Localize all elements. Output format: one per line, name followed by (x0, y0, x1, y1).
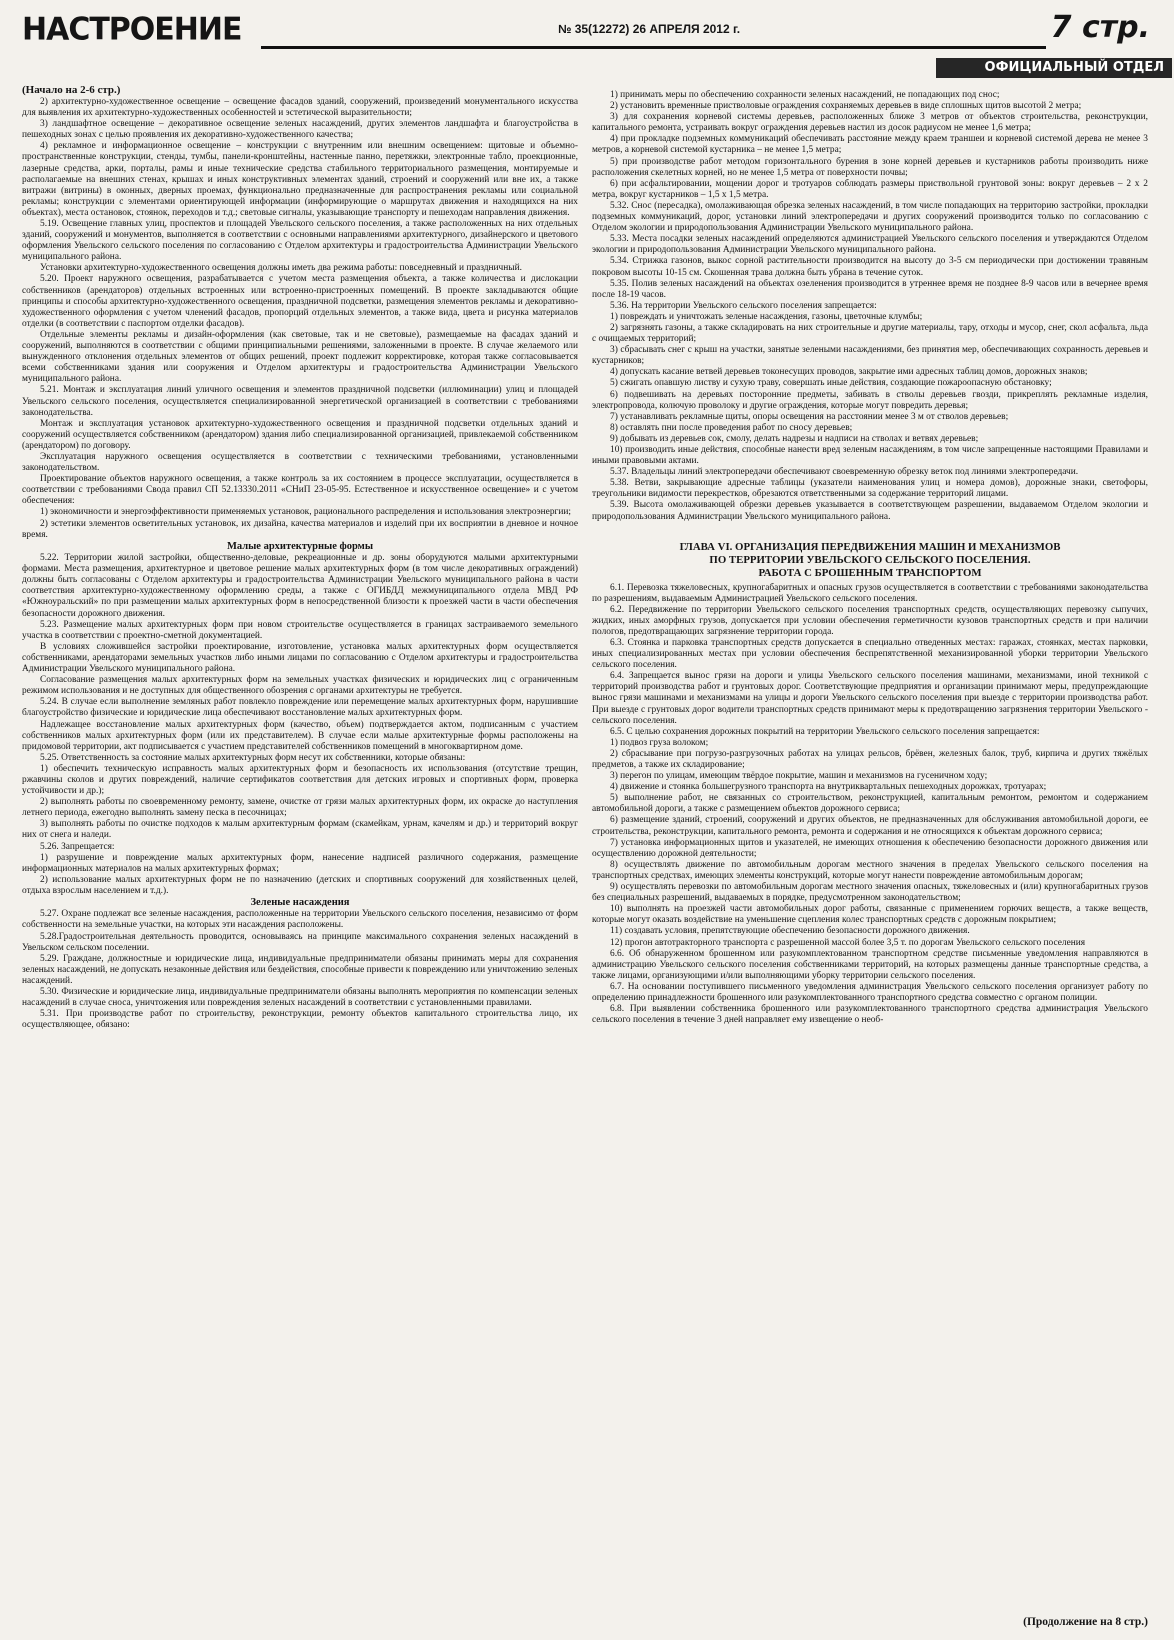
paragraph: 8) осуществлять движение по автомобильным дорогам местного значения в пределах Увельского сельского поселения на транспортных средствах, имеющих элементы конструкций, которые могут нанести повреждение автомобильным дорогам; (592, 859, 1148, 881)
paragraph: В условиях сложившейся застройки проектирование, изготовление, установка малых архитектурных форм осуществляется собственниками, арендаторами земельных участков либо иными лицами по согласованию с Отделом архитектуры и градостроительства Администрации Увельского муниципального района. (22, 641, 578, 675)
paragraph: 1) повреждать и уничтожать зеленые насаждения, газоны, цветочные клумбы; (610, 311, 923, 322)
paragraph: 6) при асфальтировании, мощении дорог и тротуаров соблюдать размеры приствольной грунтовой зоны: вокруг деревьев – 2 х 2 метра, вокруг кустарников – 1,5 х 1,5 метра. (592, 178, 1148, 200)
paragraph: 3) ландшафтное освещение – декоративное освещение зеленых насаждений, других элементов ландшафта и благоустройства в пешеходных зонах с целью проявления их декоративно-художественного качества; (22, 119, 578, 141)
paragraph: 6.7. На основании поступившего письменного уведомления администрация Увельского сельского поселения организует работу по определению принадлежности брошенного или разукомплектованного транспортного средства совместно с органом полиции. (592, 981, 1148, 1003)
paragraph: Согласование размещения малых архитектурных форм на земельных участках физических и юридических лиц с ограниченным режимом использования и не доступных для общественного обозрения с органами архитектуры не требуется. (22, 675, 578, 697)
masthead-rule (261, 46, 1046, 49)
paragraph: 6.8. При выявлении собственника брошенного или разукомплектованного транспортного средства администрация Увельского сельского поселения в течение 3 дней направляет ему извещение о необ- (592, 1004, 1148, 1026)
paragraph: 2) архитектурно-художественное освещение – освещение фасадов зданий, сооружений, произведений монументального искусства для выявления их архитектурно-художественных особенностей и эстетической выразительности; (22, 96, 578, 119)
paragraph: 5.26. Запрещается: (40, 841, 115, 852)
paragraph: 5) при производстве работ методом горизонтального бурения в зоне корней деревьев и кустарников работы производить ниже расположения скелетных корней, но не менее 1,5 метра от поверхности почвы; (592, 156, 1148, 178)
paragraph: 3) перегон по улицам, имеющим твёрдое покрытие, машин и механизмов на гусеничном ходу; (610, 771, 988, 782)
paragraph: Эксплуатация наружного освещения осуществляется в соответствии с техническими требованиями, установленными законодательством. (22, 451, 578, 474)
paragraph: 5.20. Проект наружного освещения, разрабатывается с учетом места размещения объекта, а также количества и дислокации собственников (арендаторов) отдельных встроенных или встроенно-пристроенных помещений. В проекте закладываются общие принципы и способы архитектурно-художественного освещения, праздничной подсветки, размещения элементов рекламы и декоративно-художественного оформления с учетом членений фасадов, пропорций отдельных элементов, а также вида, цвета и рисунка материалов отделки (в соответствии с паспортом отделки фасадов). (22, 274, 578, 329)
paragraph: 5) выполнение работ, не связанных со строительством, реконструкцией, капитальным ремонтом, ремонтом и содержанием автомобильной дороги, а также с размещением объектов дорожного сервиса; (592, 793, 1148, 815)
subheading-green-spaces: Зеленые насаждения (250, 897, 350, 908)
paragraph: 1) принимать меры по обеспечению сохранности зеленых насаждений, не попадающих под снос; (610, 90, 1000, 100)
chapter-heading-line: ГЛАВА VI. ОРГАНИЗАЦИЯ ПЕРЕДВИЖЕНИЯ МАШИН И МЕХАНИЗМОВ (679, 540, 1061, 553)
paragraph: 6) размещение зданий, строений, сооружений и других объектов, не предназначенных для обслуживания автомобильной дороги, ее строительства, реконструкции, капитального ремонта, ремонта и содержания и не относящихся к объектам дорожного сервиса; (592, 815, 1148, 837)
paragraph: 6.2. Передвижение по территории Увельского сельского поселения транспортных средств, осуществляющих перевозку сыпучих, жидких, иных аморфных грузов, допускается при условии обеспечения герметичности кузовов транспортных средств и при наличии пологов, предотвращающих загрязнение территории города. (592, 604, 1148, 637)
paragraph: Монтаж и эксплуатация установок архитектурно-художественного освещения и праздничной подсветки отдельных зданий и сооружений осуществляется собственником (арендатором) здания либо специализированной организацией, привлекаемой собственником (арендатором) по договору. (22, 418, 578, 451)
page-number: 7 стр. (1050, 10, 1150, 45)
paragraph: 1) экономичности и энергоэффективности применяемых установок, рационального распределения и использования электроэнергии; (40, 507, 571, 518)
paragraph: 5.38. Ветви, закрывающие адресные таблицы (указатели наименования улиц и номера домов), дорожные знаки, светофоры, треугольники видимости перекрестков, обрезаются ответственными за содержание территорий лицами. (592, 478, 1148, 500)
paragraph: 1) подвоз груза волоком; (610, 737, 709, 748)
paragraph: 5.28.Градостроительная деятельность проводится, основываясь на принципе максимального сохранения зеленых насаждений в Увельском сельском поселении. (22, 931, 578, 953)
paragraph: 5.32. Снос (пересадка), омолаживающая обрезка зеленых насаждений, в том числе попадающих на территорию застройки, прокладки подземных коммуникаций, дорог, установки линий электропередачи и других сооружений производится только по согласованию с Отделом экологии и природопользования Администрации Увельского муниципального района. (592, 200, 1148, 234)
paragraph: 5.22. Территории жилой застройки, общественно-деловые, рекреационные и др. зоны оборудуются малыми архитектурными формами. Места размещения, архитектурное и цветовое решение малых архитектурных форм (в том числе декоративных ограждений) должны быть согласованы с Отделом архитектуры и градостроительства Администрации Увельского муниципального района в части соответствия архитектурно-художественному оформлению среды, а также с ОГИБДД межмуниципального отдела МВД РФ «Южноуральский» по при размещении малых архитектурных форм в непосредственной близости к проезжей части в части обеспечения безопасности дорожного движения. (22, 553, 578, 619)
chapter-heading-line: ПО ТЕРРИТОРИИ УВЕЛЬСКОГО СЕЛЬСКОГО ПОСЕЛЕНИЯ. (709, 553, 1031, 566)
paragraph: 5.36. На территории Увельского сельского поселения запрещается: (610, 300, 877, 311)
chapter-heading (592, 541, 1148, 580)
section-title: ОФИЦИАЛЬНЫЙ ОТДЕЛ (936, 58, 1172, 78)
paragraph: 1) обеспечить техническую исправность малых архитектурных форм и безопасность их использования (отсутствие трещин, ржавчины сколов и других повреждений, наличие сертификатов соответствия для детских игровых и спортивных форм, проверка устойчивости и др.); (22, 763, 578, 797)
paragraph: Установки архитектурно-художественного освещения должны иметь два режима работы: повседневный и праздничный. (40, 263, 522, 274)
continued-from-note: (Начало на 2-6 стр.) (22, 84, 121, 96)
paragraph: 4) движение и стоянка большегрузного транспорта на внутриквартальных пешеходных дорожках, тротуарах; (610, 782, 1047, 793)
paragraph: 10) выполнять на проезжей части автомобильных дорог работы, связанные с применением горючих веществ, а также веществ, которые могут оказать воздействие на уменьшение сцепления колес транспортных средств с дорожным покрытием; (592, 904, 1148, 926)
masthead (18, 10, 1156, 52)
paragraph: 5.24. В случае если выполнение земляных работ повлекло повреждение или перемещение малых архитектурных форм, нарушившие благоустройство физические и юридические лица обеспечивают восстановление малых архитектурных форм. (22, 697, 578, 719)
paragraph: 5.30. Физические и юридические лица, индивидуальные предприниматели обязаны выполнять мероприятия по компенсации зеленых насаждений в случае сноса, уничтожения или повреждения зеленых насаждений в соответствии с установленными правилами. (22, 987, 578, 1009)
chapter-heading-line: РАБОТА С БРОШЕННЫМ ТРАНСПОРТОМ (758, 566, 982, 579)
paragraph: 5.19. Освещение главных улиц, проспектов и площадей Увельского сельского поселения, а также расположенных на них отдельных зданий, сооружений и монументов, выполняется в соответствии с основными направлениями архитектурного, дизайнерского и цветового оформления Увельского сельского поселения по согласованию с Отделом архитектуры и градостроительства Администрации Увельского муниципального района. (22, 219, 578, 263)
subheading-small-forms: Малые архитектурные формы (226, 540, 374, 552)
left-column (22, 84, 578, 1031)
paragraph: 5.21. Монтаж и эксплуатация линий уличного освещения и элементов праздничной подсветки (иллюминации) улиц и площадей Увельского сельского поселения, осуществляется специализированной энергетической организацией в соответствии с требованиями законодательства. (22, 385, 578, 418)
paragraph: 2) эстетики элементов осветительных установок, их дизайна, качества материалов и изделий при их восприятии в дневное и ночное время. (22, 518, 578, 540)
paragraph: Проектирование объектов наружного освещения, а также контроль за их состоянием в процессе эксплуатации, осуществляется в соответствии с требованиями Свода правил СП 52.13330.2011 «СНиП 23-05-95. Естественное и искусственное освещение» и с учетом обеспечения: (22, 474, 578, 507)
paragraph: 7) установка информационных щитов и указателей, не имеющих отношения к обеспечению безопасности дорожного движения или осуществлению дорожной деятельности; (592, 837, 1148, 859)
paragraph: 2) сбрасывание при погрузо-разгрузочных работах на улицах рельсов, брёвен, железных балок, труб, кирпича и других тяжёлых предметов, а также их складирование; (592, 748, 1148, 771)
paragraph: 7) устанавливать рекламные щиты, опоры освещения на расстоянии менее 3 м от стволов деревьев; (610, 411, 1009, 422)
paragraph: 5.34. Стрижка газонов, выкос сорной растительности производится на высоту до 3-5 см периодически при достижении травяным покровом высоты 10-15 см. Скошенная трава должна быть убрана в течение суток. (592, 256, 1148, 278)
paragraph: 5.31. При производстве работ по строительству, реконструкции, ремонту объектов капитального строительства лицо, их осуществляющее, обязано: (22, 1009, 578, 1031)
continued-on-note: (Продолжение на 8 стр.) (1023, 1616, 1148, 1628)
paragraph: 4) рекламное и информационное освещение – конструкции с внутренним или внешним освещением: щитовые и объемно-пространственные конструкции, стенды, тумбы, панели-кронштейны, настенные панно, перетяжки, электронные табло, проекционные, лазерные средства, арки, порталы, рамы и иные технические средства стабильного территориального размещения, монтируемые и располагаемые на внешних стенах, крышах и иных конструктивных элементах зданий, строений и сооружений или вне их, а также витражи (витрины) в оконных, дверных проемах, функционально предназначенные для распространения рекламы или социальной рекламы; конструкции с элементами ориентирующей информации (информирующие о маршрутах движения и находящихся на них объектах), места остановок, стоянок, переходов и т.д.; световые сигналы, указывающие транспорту и пешеходам направления движения. (22, 141, 578, 218)
paragraph: 6.5. С целью сохранения дорожных покрытий на территории Увельского сельского поселения запрещается: (610, 726, 1040, 737)
paragraph: 3) выполнять работы по очистке подходов к малым архитектурным формам (скамейкам, урнам, качелям и др.) и территорий вокруг них от снега и наледи. (22, 819, 578, 841)
paragraph: 2) установить временные пристволовые ограждения сохраняемых деревьев в виде сплошных щитов высотой 2 метра; (610, 101, 1082, 112)
paragraph: 12) прогон автотракторного транспорта с разрешенной массой более 3,5 т. по дорогам Увельского сельского поселения (610, 937, 1086, 948)
right-column (592, 90, 1148, 1026)
paragraph: 1) разрушение и повреждение малых архитектурных форм, нанесение надписей различного содержания, размещение информационных материалов на малых архитектурных формах; (22, 852, 578, 874)
paragraph: 6) подвешивать на деревьях посторонние предметы, забивать в стволы деревьев гвозди, прикреплять рекламные изделия, электропровода, колючую проволоку и другие ограждения, которые могут повредить деревья; (592, 389, 1148, 411)
paragraph: 5.27. Охране подлежат все зеленые насаждения, расположенные на территории Увельского сельского поселения, независимо от форм собственности на земельные участки, на которых эти насаждения расположены. (22, 909, 578, 931)
paragraph: 3) для сохранения корневой системы деревьев, расположенных ближе 3 метров от объектов строительства, реконструкции, капитального ремонта, устраивать вокруг ограждения деревьев настил из досок радиусом не менее 1,6 метра; (592, 112, 1148, 134)
paragraph: 2) использование малых архитектурных форм не по назначению (детских и спортивных сооружений для хозяйственных целей, отдыха взрослым населением и т.д.). (22, 874, 578, 896)
paragraph: 2) выполнять работы по своевременному ремонту, замене, очистке от грязи малых архитектурных форм, их окраске до наступления летнего периода, ежегодно выполнять замену песка в песочницах; (22, 797, 578, 819)
paragraph: 4) при прокладке подземных коммуникаций обеспечивать расстояние между краем траншеи и корневой системой дерева не менее 3 метров, а корневой системой кустарника – не менее 1,5 метра; (592, 134, 1148, 156)
paragraph: 2) загрязнять газоны, а также складировать на них строительные и другие материалы, тару, отходы и мусор, снег, скол асфальта, льда с очищаемых территорий; (592, 322, 1148, 345)
paragraph: 9) добывать из деревьев сок, смолу, делать надрезы и надписи на стволах и ветвях деревьев; (610, 433, 979, 444)
paragraph: Надлежащее восстановление малых архитектурных форм (качество, объем) подтверждается актом, подписанным с участием собственников малых архитектурных форм (или их представителем). В случае если малые архитектурные формы расположены на придомовой территории, акт подписывается с участием представителей собственников помещений в многоквартирном доме. (22, 719, 578, 752)
paragraph: 5.23. Размещение малых архитектурных форм при новом строительстве осуществляется в границах застраиваемого земельного участка в соответствии с проектно-сметной документацией. (22, 619, 578, 641)
paragraph: 5.37. Владельцы линий электропередачи обеспечивают своевременную обрезку веток под линиями электропередачи. (610, 467, 1079, 478)
paragraph: 8) оставлять пни после проведения работ по сносу деревьев; (610, 422, 853, 433)
paragraph: 5.39. Высота омолаживающей обрезки деревьев указывается в соответствующем разрешении, выдаваемом Отделом экологии и природопользования Администрации Увельского муниципального района. (592, 500, 1148, 522)
paragraph: 10) производить иные действия, способные нанести вред зеленым насаждениям, в том числе запрещенные настоящими Правилами и иными правовыми актами. (592, 445, 1148, 467)
paragraph: 9) осуществлять перевозки по автомобильным дорогам местного значения опасных, тяжеловесных и (или) крупногабаритных грузов без специальных разрешений, выдаваемых в порядке, предусмотренном законодательством; (592, 882, 1148, 904)
paragraph: 5.25. Ответственность за состояние малых архитектурных форм несут их собственники, которые обязаны: (40, 752, 466, 763)
paragraph: 5.29. Граждане, должностные и юридические лица, индивидуальные предприниматели обязаны принимать меры для сохранения зеленых насаждений, не допускать незаконные действия или бездействия, способные привести к повреждению или уничтожению зеленых насаждений. (22, 953, 578, 986)
paragraph: 6.6. Об обнаруженном брошенном или разукомплектованном транспортном средстве письменные уведомления направляются в администрацию Увельского сельского поселения собственниками территорий, на которых размещены данные транспортные средства, а также лицами, организующими и/или выполняющими уборку территории сельского поселения. (592, 948, 1148, 981)
paragraph: 11) создавать условия, препятствующие обеспечению безопасности дорожного движения. (610, 926, 970, 937)
paragraph: 5.33. Места посадки зеленых насаждений определяются администрацией Увельского сельского поселения и утверждаются Отделом экологии и природопользования Администрации Увельского муниципального района. (592, 234, 1148, 256)
paragraph: 4) допускать касание ветвей деревьев токонесущих проводов, закрытие ими адресных таблиц домов, дорожных знаков; (610, 367, 1088, 378)
paragraph: 6.1. Перевозка тяжеловесных, крупногабаритных и опасных грузов осуществляется в соответствии с требованиями законодательства по разрешениям, выдаваемым Администрацией Увельского сельского поселения. (592, 582, 1148, 604)
paragraph: 3) сбрасывать снег с крыш на участки, занятые зелеными насаждениями, без принятия мер, обеспечивающих сохранность деревьев и кустарников; (592, 345, 1148, 367)
paragraph: 5) сжигать опавшую листву и сухую траву, совершать иные действия, создающие пожароопасную обстановку; (610, 378, 1052, 389)
paragraph: 6.4. Запрещается вынос грязи на дороги и улицы Увельского сельского поселения машинами, механизмами, иной техникой с территорий производства работ и грунтовых дорог. Соответствующие предприятия и организации принимают меры, предупреждающие вынос грязи машинами и механизмами на улицы и дороги Увельского сельского поселения при выезде с территории производства работ. При выезде с грунтовых дорог водители транспортных средств принимают меры к предотвращению загрязнения территории Увельского - сельского поселения. (592, 671, 1148, 726)
paragraph: 6.3. Стоянка и парковка транспортных средств допускается в специально отведенных местах: гаражах, стоянках, местах парковки, иных специализированных местах при условии обеспечения беспрепятственной механизированной уборки территории Увельского сельского поселения. (592, 637, 1148, 671)
paragraph: Отдельные элементы рекламы и дизайн-оформления (как световые, так и не световые), размещаемые на фасадах зданий и сооружений, выполняются в соответствии с общими принципиальными решениями, заложенными в проекте. В случае желаемого или вынужденного отклонения отдельных элементов от общих решений, проект подлежит корректировке, которая также согласовывается всеми собственниками здания или сооружения и Отделом архитектуры и градостроительства Администрации Увельского муниципального района. (22, 329, 578, 385)
issue-info: № 35(12272) 26 АПРЕЛЯ 2012 г. (558, 22, 741, 36)
newspaper-title: НАСТРОЕНИЕ (22, 11, 242, 48)
paragraph: 5.35. Полив зеленых насаждений на объектах озеленения производится в утреннее время не позднее 8-9 часов или в вечернее время после 18-19 часов. (592, 278, 1148, 300)
